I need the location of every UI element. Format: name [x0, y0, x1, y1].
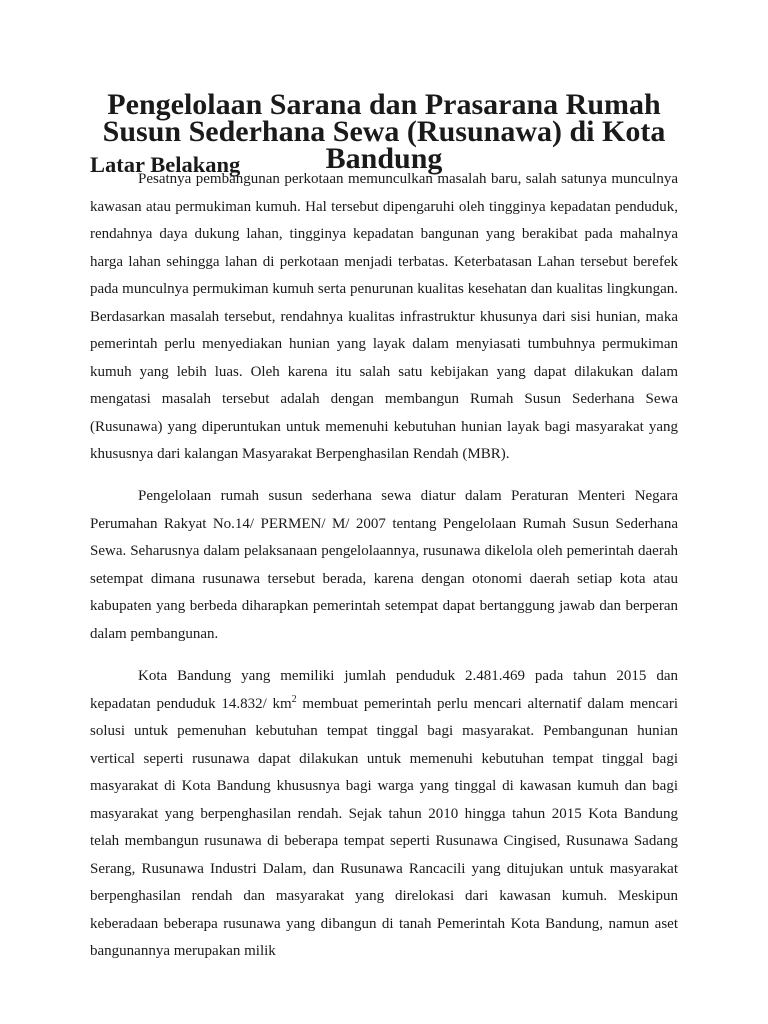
section-heading: Latar Belakang [90, 152, 241, 177]
superscript-exponent: 2 [291, 693, 297, 705]
paragraph-3-text-end: membuat pemerintah perlu mencari alternatif dalam mencari solusi untuk pemenuhan kebutuhan tempat tinggal bagi masyarakat. Pembangunan hunian vertical seperti rusunawa dapat dilakukan untuk memenuhi kebutuhan tempat tinggal bagi masyarakat di Kota Bandung khususnya bagi warga yang tinggal di kawasan kumuh dan bagi masyarakat yang berpenghasilan rendah. Sejak tahun 2010 hingga tahun 2015 Kota Bandung telah membangun rusunawa di beberapa tempat seperti Rusunawa Cingised, Rusunawa Sadang Serang, Rusunawa Industri Dalam, dan Rusunawa Rancacili yang ditujukan untuk masyarakat berpenghasilan rendah dan masyarakat yang direlokasi dari kawasan kumuh. Meskipun keberadaan beberapa rusunawa yang dibangun di tanah Pemerintah Kota Bandung, namun aset bangunannya merupakan milik [90, 695, 679, 959]
paragraph-1: Pesatnya pembangunan perkotaan memunculkan masalah baru, salah satunya munculnya kawasan atau permukiman kumuh. Hal tersebut dipengaruhi oleh tingginya kepadatan penduduk, rendahnya daya dukung lahan, tingginya kepadatan bangunan yang berakibat pada mahalnya harga lahan sehingga lahan di perkotaan menjadi terbatas. Keterbatasan Lahan tersebut berefek pada munculnya permukiman kumuh serta penurunan kualitas kesehatan dan kualitas lingkungan. Berdasarkan masalah tersebut, rendahnya kualitas infrastruktur khusunya dari sisi hunian, maka pemerintah perlu menyediakan hunian yang layak dalam menyiasati tumbuhnya permukiman kumuh yang lebih luas. Oleh karena itu salah satu kebijakan yang dapat dilakukan dalam mengatasi masalah tersebut adalah dengan membangun Rumah Susun Sederhana Sewa (Rusunawa) yang diperuntukan untuk memenuhi kebutuhan hunian layak bagi masyarakat yang khususnya dari kalangan Masyarakat Berpenghasilan Rendah (MBR). [90, 171, 678, 462]
paragraph-3 [90, 663, 678, 966]
document-title: Pengelolaan Sarana dan Prasarana Rumah Susun Sederhana Sewa (Rusunawa) di Kota Bandung [102, 88, 666, 175]
paragraph-3-text-start: Kota Bandung yang memiliki jumlah penduduk 2.481.469 pada tahun 2015 dan kepadatan penduduk 14.832/ km [90, 668, 678, 712]
paragraph-2: Pengelolaan rumah susun sederhana sewa diatur dalam Peraturan Menteri Negara Perumahan Rakyat No.14/ PERMEN/ M/ 2007 tentang Pengelolaan Rumah Susun Sederhana Sewa. Seharusnya dalam pelaksanaan pengelolaannya, rusunawa dikelola oleh pemerintah daerah setempat dimana rusunawa tersebut berada, karena dengan otonomi daerah setiap kota atau kabupaten yang berbeda diharapkan pemerintah setempat dapat bertanggung jawab dan berperan dalam pembangunan. [90, 488, 678, 642]
